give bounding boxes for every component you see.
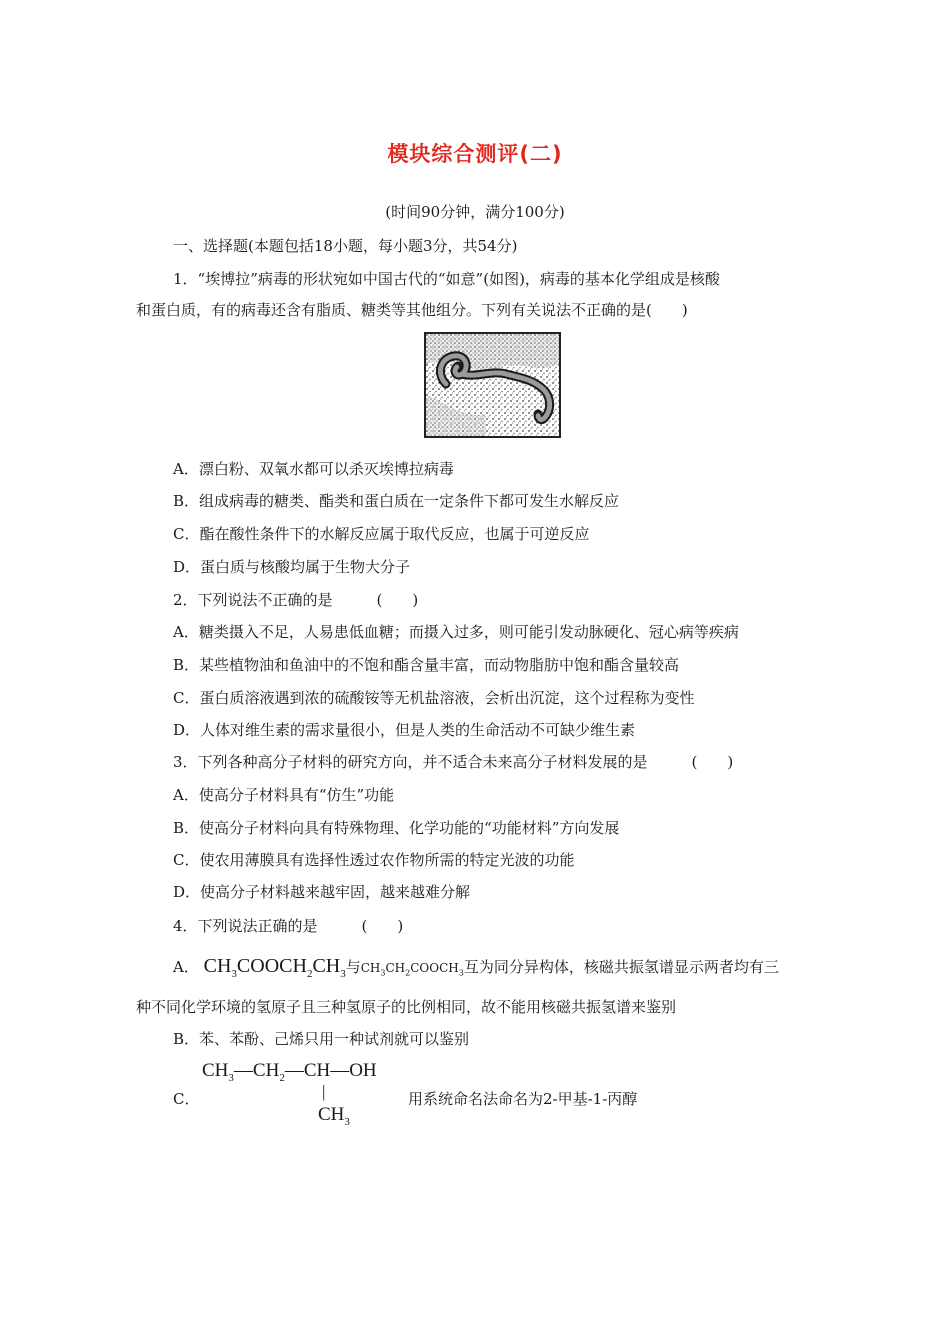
q4-option-a-text: 互为同分异构体，核磁共振氢谱显示两者均有三 [463, 958, 779, 976]
q4-answer-paren: ( ) [361, 917, 404, 935]
q4-option-a [173, 954, 779, 986]
time-score-note: (时间90分钟，满分100分) [385, 203, 565, 221]
structural-formula-main-chain: $CH_3—CH_2—CH—OH$ [202, 1060, 377, 1084]
q4-option-b: B．苯、苯酚、己烯只用一种试剂就可以鉴别 [173, 1030, 470, 1048]
q3-stem [173, 752, 733, 772]
q3-stem-text: 3．下列各种高分子材料的研究方向，并不适合未来高分子材料发展的是 [173, 753, 648, 771]
ebola-virus-image [424, 332, 561, 438]
q4-option-a-line2: 种不同化学环境的氢原子且三种氢原子的比例相同，故不能用核磁共振氢谱来鉴别 [136, 998, 677, 1016]
q1-option-c: C．酯在酸性条件下的水解反应属于取代反应，也属于可逆反应 [173, 525, 590, 543]
q3-option-a: A．使高分子材料具有“仿生”功能 [173, 786, 395, 804]
q1-option-a: A．漂白粉、双氧水都可以杀灭埃博拉病毒 [173, 460, 454, 478]
q4-option-c-text: 用系统命名法命名为2-甲基-1-丙醇 [408, 1090, 638, 1108]
q4-option-c-label: C． [173, 1090, 200, 1108]
structural-formula-bond: | [322, 1082, 326, 1101]
q3-answer-paren: ( ) [691, 753, 734, 771]
q4-stem [173, 916, 403, 936]
q2-option-c: C．蛋白质溶液遇到浓的硫酸铵等无机盐溶液，会析出沉淀，这个过程称为变性 [173, 689, 695, 707]
q1-stem-line1: 1．“埃博拉”病毒的形状宛如中国古代的“如意”(如图)，病毒的基本化学组成是核酸 [173, 270, 720, 288]
ebola-virus-illustration [426, 334, 559, 436]
formula-methyl-propanoate: $CH_3CH_2COOCH_3$ [360, 961, 464, 978]
q3-option-d: D．使高分子材料越来越牢固，越来越难分解 [173, 883, 471, 901]
q1-stem-line2: 和蛋白质，有的病毒还含有脂质、糖类等其他组分。下列有关说法不正确的是( ) [136, 301, 688, 319]
q1-option-d: D．蛋白质与核酸均属于生物大分子 [173, 558, 411, 576]
q3-option-c: C．使农用薄膜具有选择性透过农作物所需的特定光波的功能 [173, 851, 575, 869]
q4-stem-text: 4．下列说法正确的是 [173, 917, 318, 935]
structural-formula-methyl-branch: $CH_3$ [318, 1104, 350, 1128]
q2-option-b: B．某些植物油和鱼油中的不饱和酯含量丰富，而动物脂肪中饱和酯含量较高 [173, 656, 680, 674]
q2-option-d: D．人体对维生素的需求量很小，但是人类的生命活动不可缺少维生素 [173, 721, 636, 739]
q3-option-b: B．使高分子材料向具有特殊物理、化学功能的“功能材料”方向发展 [173, 819, 620, 837]
q4-option-a-and: 与 [345, 958, 361, 976]
q4-option-a-label: A． [173, 958, 199, 976]
q1-option-b: B．组成病毒的糖类、酯类和蛋白质在一定条件下都可发生水解反应 [173, 492, 620, 510]
q2-option-a: A．糖类摄入不足，人易患低血糖；而摄入过多，则可能引发动脉硬化、冠心病等疾病 [173, 623, 739, 641]
formula-ethyl-acetate: $CH_3COOCH_2CH_3$ [203, 955, 346, 980]
q2-stem [173, 590, 418, 610]
q2-answer-paren: ( ) [376, 591, 419, 609]
section-heading: 一、选择题(本题包括18小题，每小题3分，共54分) [173, 237, 518, 255]
page-title: 模块综合测评(二) [387, 142, 563, 166]
q2-stem-text: 2．下列说法不正确的是 [173, 591, 333, 609]
